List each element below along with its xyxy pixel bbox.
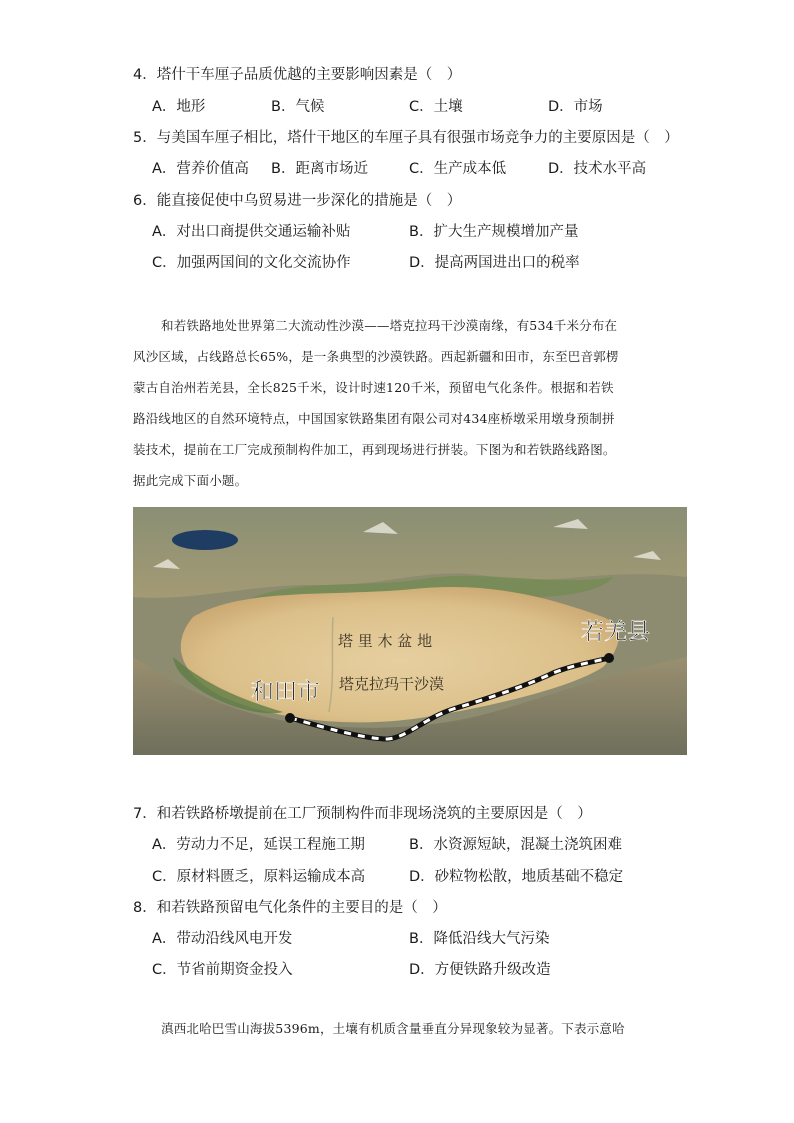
passage: [133, 310, 689, 496]
q5-option-b: B．距离市场近: [271, 161, 368, 177]
q8-option-d: D．方便铁路升级改造: [409, 962, 551, 978]
q8-option-b: B．降低沿线大气污染: [409, 931, 550, 947]
basin-label: 塔 里 木 盆 地: [338, 632, 433, 650]
q7-option-b: B．水资源短缺，混凝土浇筑困难: [409, 837, 622, 853]
passage-line-1: 和若铁路地处世界第二大流动性沙漠——塔克拉玛干沙漠南缘，有534千米分布在: [161, 318, 618, 333]
railway-map-svg: [133, 507, 687, 755]
q4-option-c: C．土壤: [409, 99, 463, 115]
passage-line-3: 蒙古自治州若羌县，全长825千米，设计时速120千米，预留电气化条件。根据和若铁: [133, 380, 614, 395]
question-7-stem: 7．和若铁路桥墩提前在工厂预制构件而非现场浇筑的主要原因是（ ）: [133, 806, 592, 822]
q7-option-d: D．砂粒物松散，地质基础不稳定: [409, 869, 624, 885]
q5-option-c: C．生产成本低: [409, 161, 507, 177]
q4-option-b: B．气候: [271, 99, 325, 115]
city-label-west: 和田市: [251, 679, 320, 705]
q8-option-c: C．节省前期资金投入: [152, 962, 293, 978]
q7-option-a: A．劳动力不足，延误工程施工期: [152, 837, 365, 853]
passage-line-2: 风沙区域，占线路总长65%，是一条典型的沙漠铁路。西起新疆和田市，东至巴音郭楞: [133, 349, 619, 364]
q4-option-a: A．地形: [152, 99, 206, 115]
q6-option-a: A．对出口商提供交通运输补贴: [152, 224, 351, 240]
q6-option-b: B．扩大生产规模增加产量: [409, 224, 579, 240]
q6-option-d: D．提高两国进出口的税率: [409, 255, 580, 271]
next-passage-line-1: 滇西北哈巴雪山海拔5396m，土壤有机质含量垂直分异现象较为显著。下表示意哈: [161, 1021, 625, 1036]
city-dot-east: [604, 653, 614, 663]
q5-option-a: A．营养价值高: [152, 161, 249, 177]
passage-line-5: 装技术，提前在工厂完成预制构件加工，再到现场进行拼装。下图为和若铁路线路图。: [133, 442, 616, 457]
q4-option-d: D．市场: [548, 99, 603, 115]
railway-map: [133, 507, 687, 755]
question-8-stem: 8．和若铁路预留电气化条件的主要目的是（ ）: [133, 900, 447, 916]
passage-line-6: 据此完成下面小题。: [133, 473, 248, 488]
question-4-stem: 4．塔什干车厘子品质优越的主要影响因素是（ ）: [133, 67, 462, 83]
question-5-stem: 5．与美国车厘子相比，塔什干地区的车厘子具有很强市场竞争力的主要原因是（ ）: [133, 130, 679, 146]
q5-option-d: D．技术水平高: [548, 161, 647, 177]
passage-line-4: 路沿线地区的自然环境特点，中国国家铁路集团有限公司对434座桥墩采用墩身预制拼: [133, 411, 615, 426]
q6-option-c: C．加强两国间的文化交流协作: [152, 255, 351, 271]
desert-label: 塔克拉玛干沙漠: [339, 675, 445, 693]
question-6-stem: 6．能直接促使中乌贸易进一步深化的措施是（ ）: [133, 193, 462, 209]
q7-option-c: C．原材料匮乏，原料运输成本高: [152, 869, 366, 885]
city-dot-west: [285, 713, 295, 723]
next-passage: [133, 1017, 689, 1041]
q8-option-a: A．带动沿线风电开发: [152, 931, 293, 947]
lake: [172, 530, 238, 550]
city-label-east: 若羌县: [581, 619, 650, 645]
